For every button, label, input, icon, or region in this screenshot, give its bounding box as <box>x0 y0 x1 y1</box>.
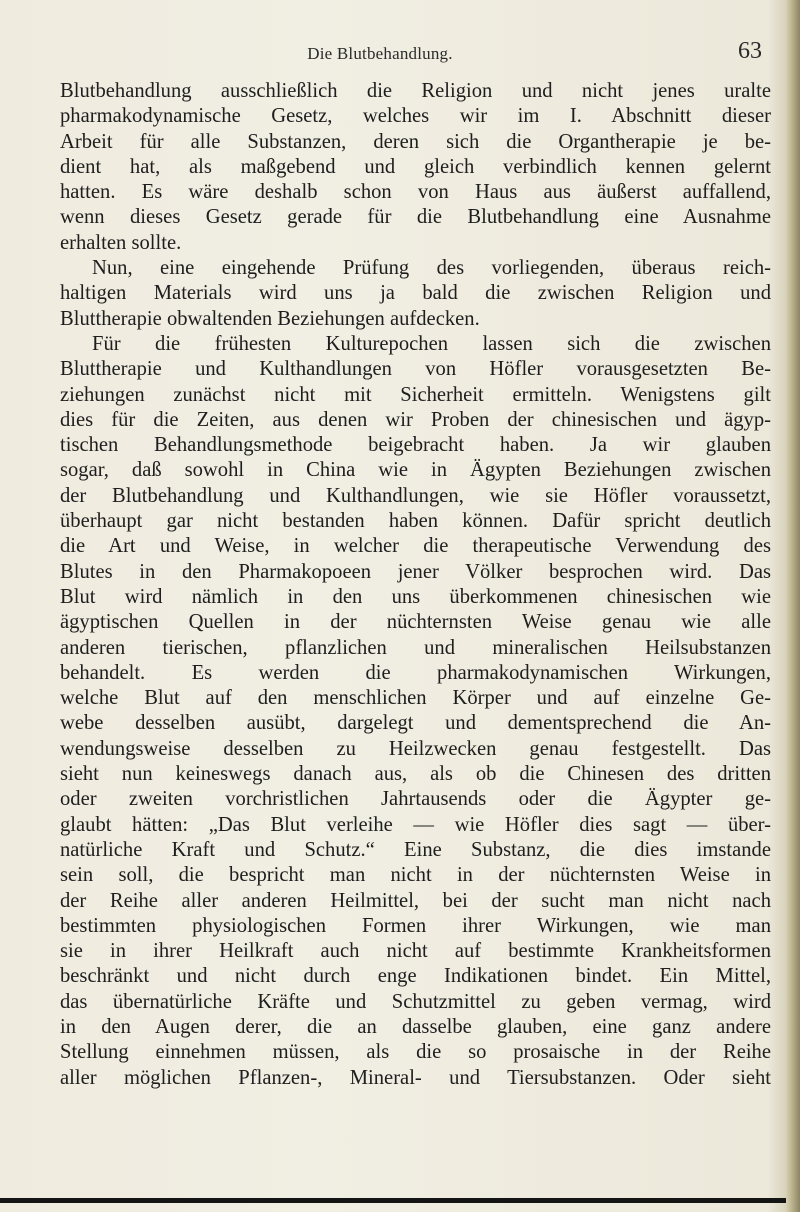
paragraph <box>60 79 771 256</box>
text-line: aller möglichen Pflanzen-, Mineral- und Tiersubstanzen. Oder sieht <box>60 1066 771 1089</box>
text-line: die Art und Weise, in welcher die therapeutische Verwendung des <box>60 535 771 558</box>
text-line: ägyptischen Quellen in der nüchternsten Weise genau wie alle <box>60 611 771 634</box>
text-line: Nun, eine eingehende Prüfung des vorliegenden, überaus reich- <box>92 257 771 280</box>
running-title: Die Blutbehandlung. <box>307 44 453 63</box>
text-line: welche Blut auf den menschlichen Körper und auf einzelne Ge- <box>60 687 771 710</box>
text-line: beschränkt und nicht durch enge Indikationen bindet. Ein Mittel, <box>60 965 771 988</box>
text-line: webe desselben ausübt, dargelegt und dementsprechend die An- <box>60 712 771 735</box>
text-line: glaubt hätten: „Das Blut verleihe — wie Höfler dies sagt — über- <box>60 813 771 836</box>
text-line: Blutbehandlung ausschließlich die Religion und nicht jenes uralte <box>60 80 771 102</box>
text-line: das übernatürliche Kräfte und Schutzmittel zu geben vermag, wird <box>60 990 771 1013</box>
text-line: anderen tierischen, pflanzlichen und mineralischen Heilsubstanzen <box>60 636 771 659</box>
body-text <box>60 79 771 1091</box>
text-line: Arbeit für alle Substanzen, deren sich die Organtherapie je be- <box>60 130 771 153</box>
page-edge-shadow <box>786 0 800 1212</box>
text-line: behandelt. Es werden die pharmakodynamischen Wirkungen, <box>60 661 771 684</box>
text-line: wenn dieses Gesetz gerade für die Blutbehandlung eine Ausnahme <box>60 206 771 229</box>
text-line: pharmakodynamische Gesetz, welches wir im I. Abschnitt dieser <box>60 105 771 128</box>
paragraph <box>60 256 771 332</box>
text-line: Für die frühesten Kulturepochen lassen sich die zwischen <box>92 332 771 355</box>
text-line: ziehungen zunächst nicht mit Sicherheit ermitteln. Wenigstens gilt <box>60 383 771 406</box>
text-line: Stellung einnehmen müssen, als die so prosaische in der Reihe <box>60 1041 771 1064</box>
text-line: sieht nun keineswegs danach aus, als ob die Chinesen des dritten <box>60 763 771 786</box>
text-line: Blut wird nämlich in den uns überkommenen chinesischen wie <box>60 585 771 608</box>
text-line: natürliche Kraft und Schutz.“ Eine Substanz, die dies imstande <box>60 838 771 861</box>
text-line: der Reihe aller anderen Heilmittel, bei der sucht man nicht nach <box>60 889 771 912</box>
page-number: 63 <box>738 38 762 64</box>
text-line: sie in ihrer Heilkraft auch nicht auf bestimmte Krankheitsformen <box>60 940 771 963</box>
text-line: bestimmten physiologischen Formen ihrer Wirkungen, wie man <box>60 914 771 937</box>
text-line: haltigen Materials wird uns ja bald die zwischen Religion und <box>60 282 771 305</box>
text-line: sogar, daß sowohl in China wie in Ägypten Beziehungen zwischen <box>60 459 771 482</box>
paragraph <box>60 332 771 1091</box>
running-head <box>60 38 776 68</box>
bottom-edge-rule <box>0 1198 786 1203</box>
text-line: überhaupt gar nicht bestanden haben können. Dafür spricht deutlich <box>60 510 771 533</box>
text-line: oder zweiten vorchristlichen Jahrtausends oder die Ägypter ge- <box>60 788 771 811</box>
text-line: hatten. Es wäre deshalb schon von Haus aus äußerst auffallend, <box>60 181 771 204</box>
text-line: der Blutbehandlung und Kulthandlungen, wie sie Höfler voraussetzt, <box>60 484 771 507</box>
text-line: Bluttherapie obwaltenden Beziehungen aufdecken. <box>60 307 480 330</box>
text-line: dient hat, als maßgebend und gleich verbindlich kennen gelernt <box>60 155 771 178</box>
text-line: wendungsweise desselben zu Heilzwecken genau festgestellt. Das <box>60 737 771 760</box>
text-line: erhalten sollte. <box>60 231 182 254</box>
text-line: tischen Behandlungsmethode beigebracht haben. Ja wir glauben <box>60 434 771 457</box>
text-line: Blutes in den Pharmakopoeen jener Völker besprochen wird. Das <box>60 560 771 583</box>
text-line: sein soll, die bespricht man nicht in der nüchternsten Weise in <box>60 864 771 887</box>
text-line: dies für die Zeiten, aus denen wir Proben der chinesischen und ägyp- <box>60 408 771 431</box>
text-line: Bluttherapie und Kulthandlungen von Höfler vorausgesetzten Be- <box>60 358 771 381</box>
text-line: in den Augen derer, die an dasselbe glauben, eine ganz andere <box>60 1015 771 1038</box>
